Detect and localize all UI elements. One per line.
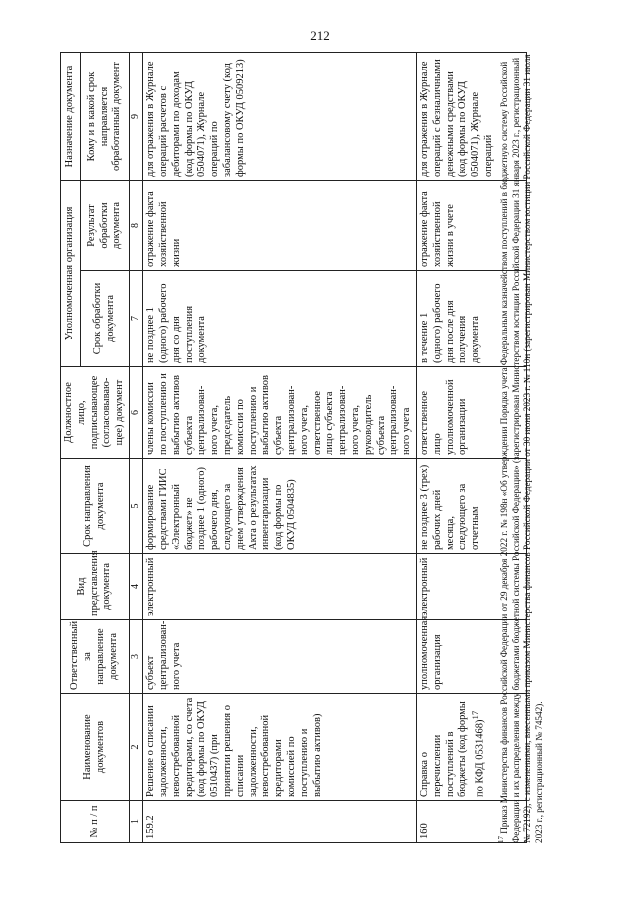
footnote	[497, 53, 545, 843]
row-term: не позднее 3 (трех) рабочих дней месяца, следующего за отчетным	[416, 459, 526, 554]
row-responsible: субъект централизован-ного учета	[143, 620, 417, 694]
row-term: формирование средствами ГИИС «Электронный бюджет» не позднее 1 (одного) рабочего дня, следующего за днем утверждения Акта о результатах инвентаризации (код формы по ОКУД 0504835)	[143, 459, 417, 554]
row-result: отражение факта хозяйственной жизни	[143, 181, 417, 271]
page-number: 212	[310, 28, 330, 43]
col-number: 3	[129, 620, 142, 694]
row-name: Решение о списании задолженности, невостребованной кредиторами, со счета (код формы по ОКУД 0510437) (при принятии решения о списании задолженности, невостребованной кредиторами комиссией по поступлению и выбытию активов)	[143, 694, 417, 801]
row-proc-term: в течение 1 (одного) рабочего дня после дня получения документа	[416, 271, 526, 367]
header-proc-term: Срок обработки документа	[81, 271, 130, 367]
row-signer: ответственное лицо уполномоченной организации	[416, 367, 526, 459]
header-dest: Кому и в какой срок направляется обработанный документ	[81, 53, 130, 181]
col-number: 1	[129, 801, 142, 843]
header-term: Срок направления документа	[61, 459, 130, 554]
footnote-text: Приказ Министерства финансов Российской Федерации от 29 декабря 2022 г. № 198н «Об утверждении Порядка учета Федеральным казначейством поступлений в бюджетную систему Российской Федерации и их распределения между бюджетами бюджетной системы Российской Федерации» (зарегистрирован Министерством юстиции Российской Федерации 31 января 2023 г., регистрационный № 72192), с изменениями, внесенными приказом Министерства финансов Российской Федерации от 30 июня 2023 г. № 110н (зарегистрирован Министерством юстиции Российской Федерации 31 июля 2023 г., регистрационный № 74542).	[499, 54, 544, 843]
col-number: 7	[129, 271, 142, 367]
col-number: 5	[129, 459, 142, 554]
col-number: 2	[129, 694, 142, 801]
row-num: 160	[416, 801, 526, 843]
col-number: 6	[129, 367, 142, 459]
row-signer: члены комиссии по поступлению и выбытию активов субъекта централизован-ного учета, председатель комиссии по поступлению и выбытию активов субъекта централизован-ного учета, ответственное лицо субъекта централизован-ного учета, руководитель субъекта централизован-ного учета	[143, 367, 417, 459]
header-result: Результат обработки документа	[81, 181, 130, 271]
header-signer: Должностное лицо, подписывающее (согласовываю-щее) документ	[61, 367, 130, 459]
footnote-ref: 17	[470, 710, 481, 720]
row-kind: электронный	[143, 554, 417, 620]
header-responsible: Ответственный за направление документа	[61, 620, 130, 694]
col-number: 4	[129, 554, 142, 620]
header-group-org: Уполномоченная организация	[61, 181, 81, 367]
rotated-page-content	[60, 53, 594, 843]
row-name-text: Справка о перечислении поступлений в бюджеты (код формы по КФД 0531468)	[418, 701, 486, 797]
header-name: Наименование документов	[61, 694, 130, 801]
documents-table	[60, 52, 527, 843]
row-num: 159.2	[143, 801, 417, 843]
row-result: отражение факта хозяйственной жизни в учете	[416, 181, 526, 271]
header-group-purpose: Назначение документа	[61, 53, 81, 181]
col-number: 9	[129, 53, 142, 181]
column-numbers-row	[129, 53, 142, 843]
header-kind: Вид представления документа	[61, 554, 130, 620]
row-dest: для отражения в Журнале операций расчетов с дебиторами по доходам (код формы по ОКУД 0504071), Журнале операций по забалансовому счету (код формы по ОКУД 0509213)	[143, 53, 417, 181]
header-row-1	[61, 53, 81, 843]
col-number: 8	[129, 181, 142, 271]
row-kind: электронный	[416, 554, 526, 620]
row-responsible: уполномоченная организация	[416, 620, 526, 694]
header-num: № п / п	[61, 801, 130, 843]
row-proc-term: не позднее 1 (одного) рабочего дня со дня поступления документа	[143, 271, 417, 367]
row-dest: для отражения в Журнале операций с безналичными денежными средствами (код формы по ОКУД 0504071), Журнале операций	[416, 53, 526, 181]
footnote-mark: 17	[497, 836, 505, 843]
table-row	[143, 53, 417, 843]
